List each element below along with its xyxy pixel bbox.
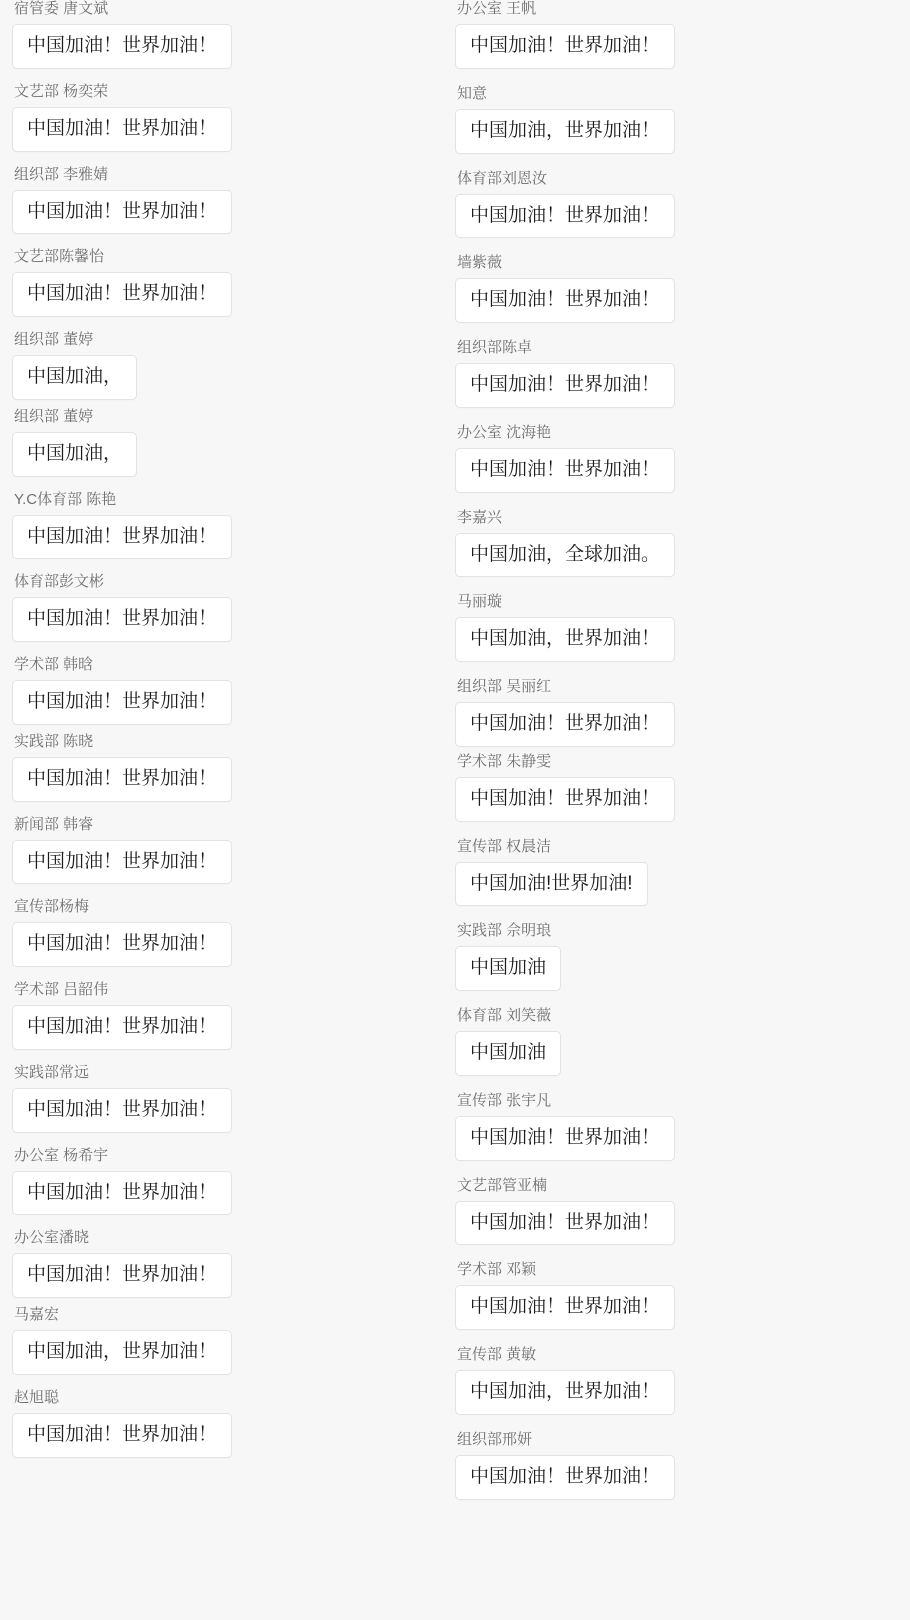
message-entry — [455, 509, 895, 578]
message-author: 新闻部 韩睿 — [14, 815, 94, 833]
message-entry — [455, 593, 895, 662]
message-author: 实践部 陈晓 — [14, 732, 94, 750]
message-bubble[interactable]: 中国加油，世界加油！ — [12, 1330, 232, 1375]
message-author: 体育部彭文彬 — [14, 573, 105, 591]
message-bubble[interactable]: 中国加油！世界加油！ — [455, 777, 675, 822]
message-column-left — [0, 0, 440, 1472]
message-author: 组织部 董婷 — [14, 331, 94, 348]
message-bubble[interactable]: 中国加油！世界加油！ — [455, 278, 675, 323]
message-bubble[interactable]: 中国加油！世界加油！ — [12, 840, 232, 885]
message-entry — [12, 331, 440, 400]
message-author: Y.C体育部 陈艳 — [14, 490, 117, 508]
message-bubble[interactable]: 中国加油！世界加油！ — [12, 1413, 232, 1458]
message-author: 办公室 王帆 — [457, 0, 537, 17]
message-entry — [455, 0, 895, 69]
message-entry — [455, 1177, 895, 1246]
message-bubble[interactable]: 中国加油，世界加油！ — [455, 109, 675, 154]
message-entry — [455, 1007, 895, 1076]
message-entry — [12, 981, 440, 1050]
message-entry — [12, 0, 440, 69]
message-bubble[interactable]: 中国加油！世界加油！ — [12, 1088, 232, 1133]
message-author: 李嘉兴 — [457, 508, 503, 526]
message-bubble[interactable]: 中国加油，世界加油！ — [455, 617, 675, 662]
message-entry — [12, 166, 440, 235]
message-bubble[interactable]: 中国加油！世界加油！ — [12, 190, 232, 235]
message-author: 学术部 朱静雯 — [457, 752, 552, 770]
message-bubble[interactable]: 中国加油！世界加油！ — [455, 448, 675, 493]
message-author: 组织部 李雅婧 — [14, 165, 109, 183]
message-entry — [455, 424, 895, 493]
message-bubble[interactable]: 中国加油！世界加油！ — [12, 1253, 232, 1298]
message-author: 组织部 董婷 — [14, 407, 94, 425]
message-entry — [12, 816, 440, 885]
message-entry — [455, 254, 895, 323]
message-author: 宣传部 张宇凡 — [457, 1091, 552, 1109]
message-author: 墙紫薇 — [457, 254, 503, 272]
message-bubble[interactable]: 中国加油 — [455, 946, 561, 991]
message-bubble[interactable]: 中国加油， — [12, 355, 137, 400]
message-bubble[interactable]: 中国加油！世界加油！ — [12, 107, 232, 152]
message-entry — [12, 1147, 440, 1216]
message-author: 马丽璇 — [457, 593, 503, 611]
message-author: 体育部 刘笑薇 — [457, 1007, 552, 1024]
message-author: 组织部 吴丽红 — [457, 678, 552, 695]
message-bubble[interactable]: 中国加油！世界加油！ — [455, 24, 675, 69]
message-entry — [455, 1431, 895, 1500]
message-entry — [12, 656, 440, 725]
message-author: 知意 — [457, 84, 488, 102]
message-entry — [455, 339, 895, 408]
message-bubble[interactable]: 中国加油！世界加油！ — [455, 1285, 675, 1330]
message-bubble[interactable]: 中国加油!世界加油! — [455, 862, 648, 907]
message-bubble[interactable]: 中国加油！世界加油！ — [12, 597, 232, 642]
message-bubble[interactable]: 中国加油！世界加油！ — [455, 363, 675, 408]
message-column-right — [455, 0, 895, 1516]
message-entry — [455, 85, 895, 154]
message-author: 宣传部 黄敏 — [457, 1346, 537, 1363]
message-entry — [12, 408, 440, 477]
message-bubble[interactable]: 中国加油！世界加油！ — [12, 1005, 232, 1050]
message-entry — [455, 1092, 895, 1161]
message-bubble[interactable]: 中国加油！世界加油！ — [455, 1201, 675, 1246]
message-author: 赵旭聪 — [14, 1388, 60, 1406]
message-entry — [455, 170, 895, 239]
message-bubble[interactable]: 中国加油！世界加油！ — [12, 24, 232, 69]
message-bubble[interactable]: 中国加油！世界加油！ — [12, 272, 232, 317]
message-author: 文艺部陈馨怡 — [14, 248, 105, 266]
message-bubble[interactable]: 中国加油！世界加油！ — [455, 702, 675, 747]
message-entry — [455, 753, 895, 822]
message-author: 办公室 沈海艳 — [457, 423, 552, 441]
message-bubble[interactable]: 中国加油 — [455, 1031, 561, 1076]
message-entry — [12, 83, 440, 152]
message-bubble[interactable]: 中国加油！世界加油！ — [12, 680, 232, 725]
message-entry — [12, 573, 440, 642]
message-bubble[interactable]: 中国加油！世界加油！ — [12, 515, 232, 560]
message-entry — [12, 1229, 440, 1298]
message-author: 组织部邢妍 — [457, 1430, 533, 1448]
message-author: 宣传部杨梅 — [14, 898, 90, 916]
message-author: 办公室 杨希宇 — [14, 1146, 109, 1164]
message-bubble[interactable]: 中国加油，全球加油。 — [455, 533, 675, 578]
message-bubble[interactable]: 中国加油！世界加油！ — [12, 922, 232, 967]
message-bubble[interactable]: 中国加油， — [12, 432, 137, 477]
message-entry — [455, 838, 895, 907]
message-author: 办公室潘晓 — [14, 1229, 90, 1247]
message-entry — [12, 1064, 440, 1133]
message-author: 实践部常远 — [14, 1063, 90, 1081]
message-entry — [12, 1306, 440, 1375]
message-author: 学术部 吕韶伟 — [14, 981, 109, 998]
message-entry — [12, 248, 440, 317]
message-entry — [455, 1261, 895, 1330]
message-entry — [12, 1389, 440, 1458]
message-entry — [455, 1346, 895, 1415]
message-bubble[interactable]: 中国加油，世界加油！ — [455, 1370, 675, 1415]
message-entry — [12, 491, 440, 560]
message-entry — [455, 678, 895, 747]
message-entry — [12, 898, 440, 967]
message-bubble[interactable]: 中国加油！世界加油！ — [12, 757, 232, 802]
message-author: 组织部陈卓 — [457, 339, 533, 356]
message-author: 体育部刘恩汝 — [457, 169, 548, 187]
message-entry — [455, 922, 895, 991]
message-entry — [12, 733, 440, 802]
message-bubble[interactable]: 中国加油！世界加油！ — [455, 194, 675, 239]
message-author: 学术部 韩晗 — [14, 656, 94, 673]
message-bubble[interactable]: 中国加油！世界加油！ — [455, 1455, 675, 1500]
message-author: 宿管委 唐文斌 — [14, 0, 109, 17]
message-bubble[interactable]: 中国加油！世界加油！ — [12, 1171, 232, 1216]
message-author: 学术部 邓颖 — [457, 1261, 537, 1279]
message-author: 马嘉宏 — [14, 1306, 60, 1323]
message-author: 实践部 佘明琅 — [457, 922, 552, 940]
message-author: 文艺部管亚楠 — [457, 1176, 548, 1194]
message-author: 文艺部 杨奕荣 — [14, 82, 109, 100]
message-author: 宣传部 权晨洁 — [457, 837, 552, 855]
message-bubble[interactable]: 中国加油！世界加油！ — [455, 1116, 675, 1161]
